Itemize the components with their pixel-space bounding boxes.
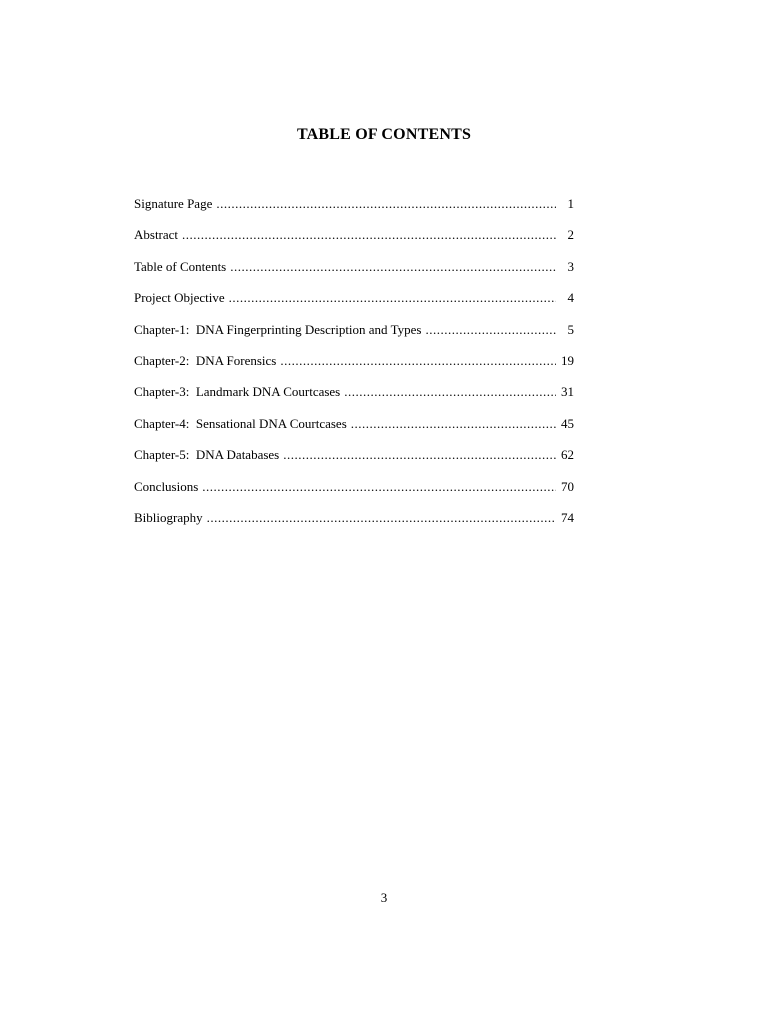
- toc-entry: [134, 510, 574, 541]
- toc-entry: [134, 384, 574, 415]
- toc-dot-leader: [207, 510, 556, 526]
- toc-entry: [134, 447, 574, 478]
- toc-entry-label: Bibliography: [134, 509, 203, 525]
- toc-dot-leader: [283, 447, 556, 463]
- toc-entry-page: 62: [561, 447, 574, 463]
- toc-entry-page: 74: [561, 509, 574, 525]
- toc-entry-page: 70: [561, 478, 574, 494]
- toc-entry-label: Signature Page: [134, 196, 213, 211]
- toc-dot-leader: [202, 479, 556, 495]
- toc-dot-leader: [230, 259, 556, 275]
- toc-entry: [134, 227, 574, 258]
- toc-entry-page: 45: [561, 415, 574, 431]
- toc-dot-leader: [351, 416, 556, 432]
- toc-dot-leader: [182, 227, 556, 243]
- toc-entry-page: 3: [567, 258, 574, 274]
- toc-entry: [134, 479, 574, 510]
- toc-dot-leader: [216, 196, 556, 212]
- toc-entry-page: 4: [567, 290, 574, 306]
- toc-entry-label: Abstract: [134, 227, 179, 243]
- toc-entry-label: Chapter-2: DNA Forensics: [134, 352, 277, 368]
- toc-dot-leader: [229, 290, 556, 306]
- toc-entry: [134, 353, 574, 384]
- toc-entry-page: 31: [561, 384, 574, 400]
- toc-entry-label: Chapter-1: DNA Fingerprinting Description and Types: [134, 321, 422, 337]
- toc-entry: [134, 322, 574, 353]
- toc-entry-page: 19: [561, 352, 574, 368]
- toc-entry: [134, 290, 574, 321]
- toc-entry-label: Chapter-5: DNA Databases: [134, 447, 280, 463]
- toc-entry-label: Chapter-4: Sensational DNA Courtcases: [134, 415, 347, 431]
- toc-dot-leader: [425, 322, 556, 338]
- toc-entry-label: Chapter-3: Landmark DNA Courtcases: [134, 384, 341, 400]
- toc-entry-label: Table of Contents: [134, 258, 227, 274]
- toc-entry: [134, 416, 574, 447]
- toc-dot-leader: [344, 384, 556, 400]
- toc-entry-label: Project Objective: [134, 290, 225, 306]
- toc-entry-page: 5: [567, 321, 574, 337]
- toc-entry-label: Conclusions: [134, 478, 199, 494]
- toc-entry-page: 2: [567, 227, 574, 243]
- page-title: TABLE OF CONTENTS: [296, 126, 472, 143]
- toc-dot-leader: [280, 353, 556, 369]
- page-number: 3: [380, 890, 388, 905]
- toc-list: [134, 196, 574, 541]
- toc-entry: [134, 196, 574, 227]
- toc-entry-page: 1: [567, 196, 574, 211]
- toc-entry: [134, 259, 574, 290]
